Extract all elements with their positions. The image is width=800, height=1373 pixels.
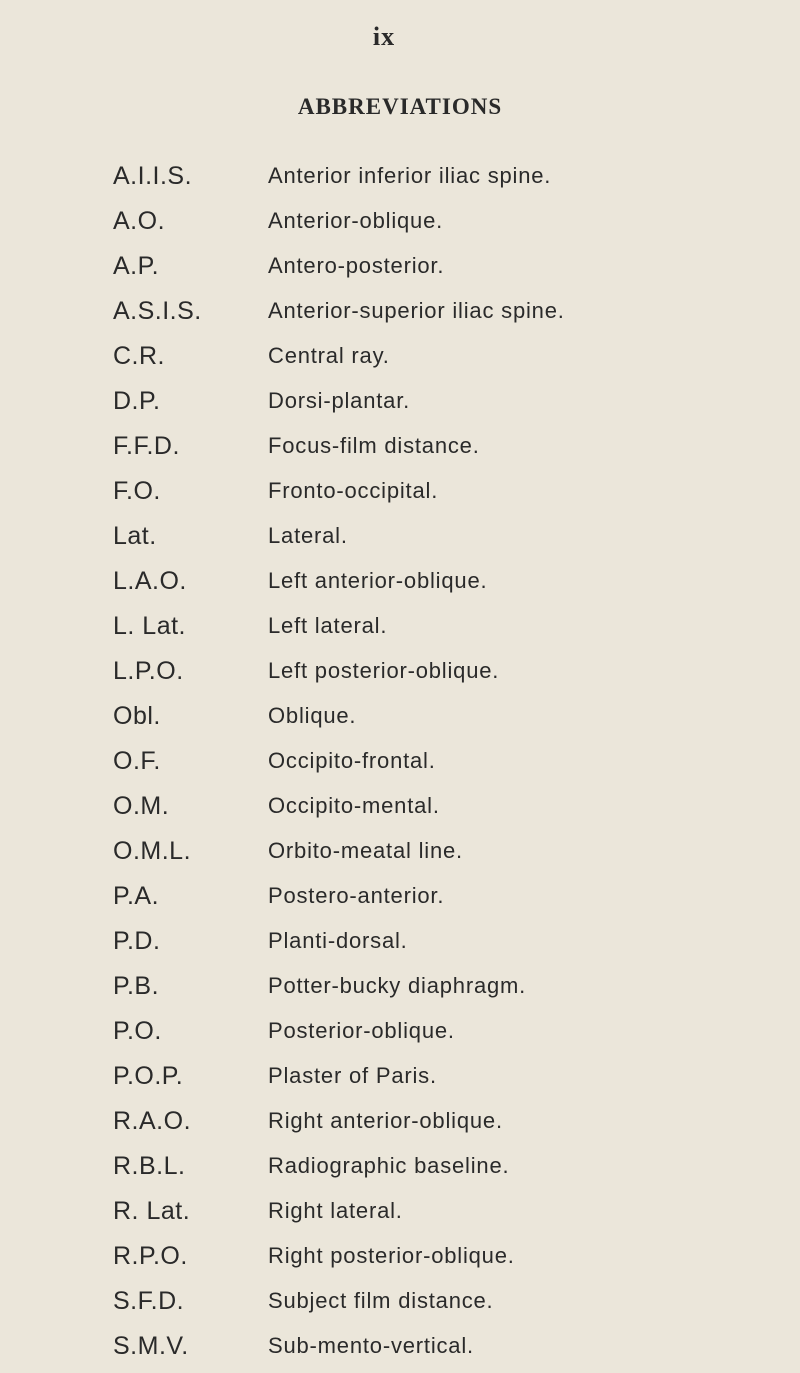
abbreviation: P.O.	[113, 1017, 162, 1045]
list-item	[0, 563, 800, 608]
abbreviation: S.M.V.	[113, 1332, 189, 1360]
abbreviation: A.I.I.S.	[113, 162, 193, 190]
definition: Antero-posterior.	[268, 253, 445, 278]
abbreviation: L. Lat.	[113, 612, 186, 640]
definition: Right anterior-oblique.	[268, 1108, 503, 1133]
abbreviation: Obl.	[113, 702, 161, 730]
abbreviation: A.P.	[113, 252, 160, 280]
abbreviations-list	[0, 158, 800, 1373]
list-item	[0, 833, 800, 878]
abbreviation: F.F.D.	[113, 432, 180, 460]
list-item	[0, 1058, 800, 1103]
list-item	[0, 383, 800, 428]
abbreviation: D.P.	[113, 387, 161, 415]
abbreviation: L.P.O.	[113, 657, 184, 685]
list-item	[0, 203, 800, 248]
list-item	[0, 518, 800, 563]
definition: Anterior inferior iliac spine.	[268, 163, 552, 188]
list-item	[0, 1193, 800, 1238]
definition: Left lateral.	[268, 613, 388, 638]
abbreviation: P.D.	[113, 927, 161, 955]
list-item	[0, 1283, 800, 1328]
list-item	[0, 248, 800, 293]
definition: Subject film distance.	[268, 1288, 494, 1313]
definition: Postero-anterior.	[268, 883, 445, 908]
definition: Lateral.	[268, 523, 348, 548]
definition: Right posterior-oblique.	[268, 1243, 515, 1268]
list-item	[0, 968, 800, 1013]
definition: Orbito-meatal line.	[268, 838, 463, 863]
definition: Left posterior-oblique.	[268, 658, 500, 683]
list-item	[0, 1103, 800, 1148]
list-item	[0, 1148, 800, 1193]
list-item	[0, 743, 800, 788]
abbreviation: R. Lat.	[113, 1197, 191, 1225]
list-item	[0, 338, 800, 383]
page-title: ABBREVIATIONS	[297, 94, 503, 119]
abbreviation: Lat.	[113, 522, 157, 550]
abbreviation: P.O.P.	[113, 1062, 184, 1090]
list-item	[0, 698, 800, 743]
definition: Anterior-superior iliac spine.	[268, 298, 565, 323]
definition: Occipito-frontal.	[268, 748, 436, 773]
abbreviation: S.F.D.	[113, 1287, 185, 1315]
abbreviation: P.A.	[113, 882, 160, 910]
list-item	[0, 788, 800, 833]
definition: Sub-mento-vertical.	[268, 1333, 474, 1358]
abbreviation: O.M.	[113, 792, 170, 820]
definition: Right lateral.	[268, 1198, 403, 1223]
abbreviation: L.A.O.	[113, 567, 187, 595]
definition: Potter-bucky diaphragm.	[268, 973, 527, 998]
list-item	[0, 608, 800, 653]
definition: Planti-dorsal.	[268, 928, 408, 953]
abbreviation: R.A.O.	[113, 1107, 192, 1135]
list-item	[0, 293, 800, 338]
list-item	[0, 1013, 800, 1058]
definition: Plaster of Paris.	[268, 1063, 437, 1088]
list-item	[0, 158, 800, 203]
abbreviation: A.S.I.S.	[113, 297, 202, 325]
list-item	[0, 653, 800, 698]
list-item	[0, 1238, 800, 1283]
abbreviation: R.B.L.	[113, 1152, 186, 1180]
definition: Central ray.	[268, 343, 390, 368]
abbreviation: O.M.L.	[113, 837, 192, 865]
abbreviation: O.F.	[113, 747, 161, 775]
definition: Anterior-oblique.	[268, 208, 444, 233]
list-item	[0, 473, 800, 518]
definition: Fronto-occipital.	[268, 478, 439, 503]
list-item	[0, 428, 800, 473]
abbreviation: C.R.	[113, 342, 165, 370]
abbreviation: P.B.	[113, 972, 160, 1000]
definition: Radiographic baseline.	[268, 1153, 510, 1178]
definition: Oblique.	[268, 703, 357, 728]
definition: Left anterior-oblique.	[268, 568, 488, 593]
abbreviation: R.P.O.	[113, 1242, 188, 1270]
list-item	[0, 923, 800, 968]
definition: Occipito-mental.	[268, 793, 440, 818]
definition: Dorsi-plantar.	[268, 388, 411, 413]
definition: Focus-film distance.	[268, 433, 480, 458]
abbreviation: A.O.	[113, 207, 166, 235]
list-item	[0, 878, 800, 923]
page-number: ix	[372, 22, 396, 51]
abbreviation: F.O.	[113, 477, 161, 505]
definition: Posterior-oblique.	[268, 1018, 455, 1043]
list-item	[0, 1328, 800, 1373]
